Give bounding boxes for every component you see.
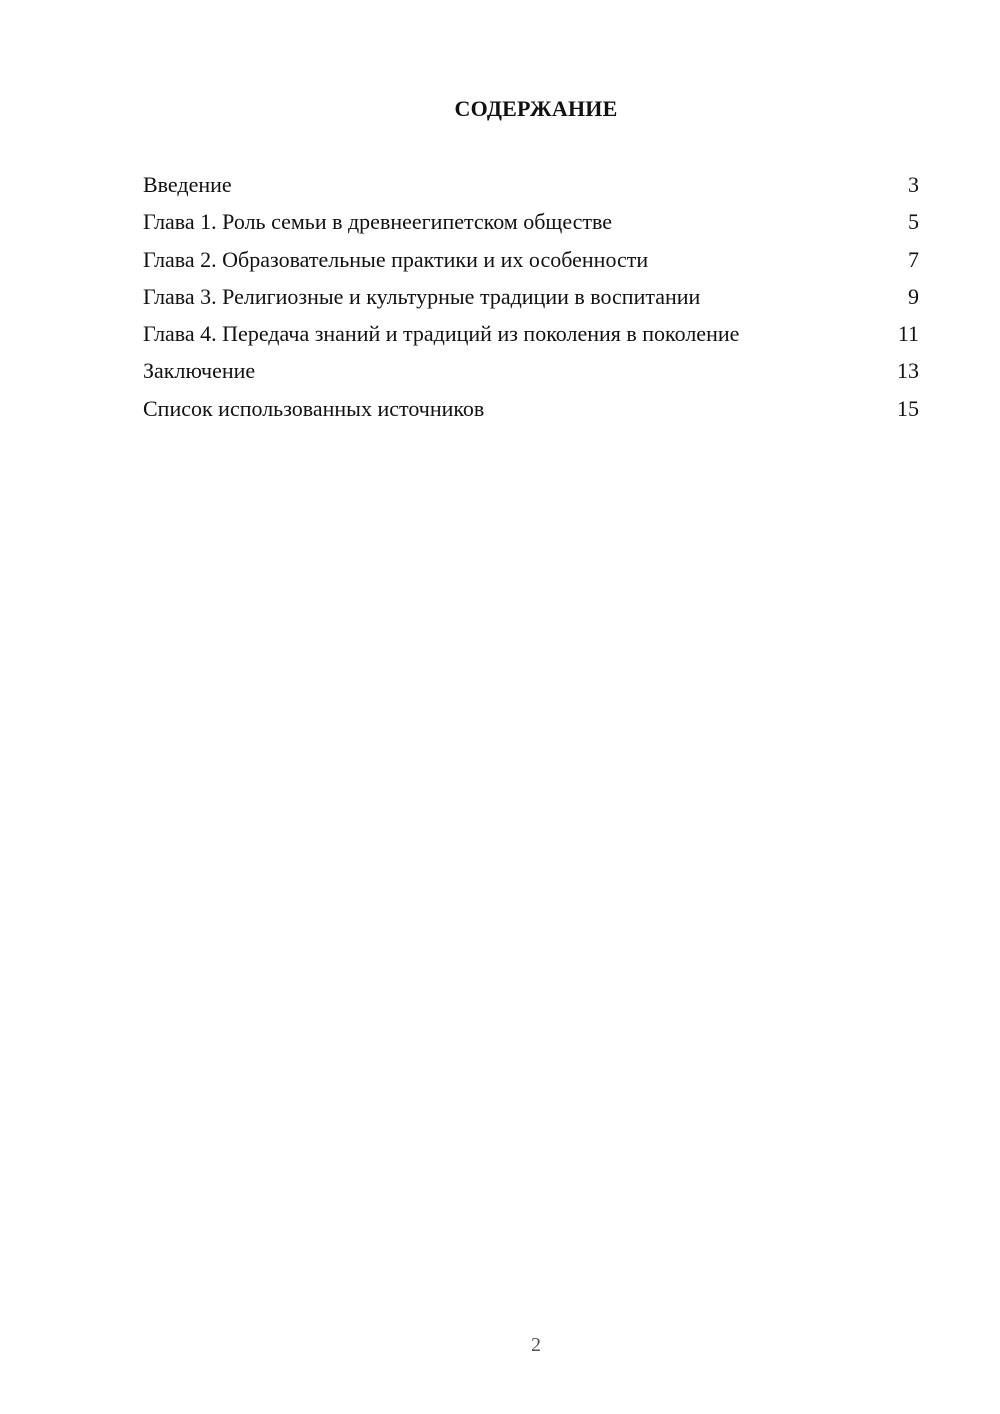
toc-entry-page: 3 xyxy=(908,172,919,197)
toc-entry-introduction xyxy=(143,168,919,205)
toc-entry-label: Глава 1. Роль семьи в древнеегипетском обществе xyxy=(143,209,613,235)
toc-entry-chapter-3 xyxy=(143,280,919,317)
toc-entry-label: Список использованных источников xyxy=(143,395,485,421)
page-title: СОДЕРЖАНИЕ xyxy=(454,96,618,121)
toc-entry-page: 11 xyxy=(897,321,919,347)
toc-entry-chapter-1 xyxy=(143,205,919,242)
toc-entry-label: Введение xyxy=(143,172,232,197)
toc-entry-label: Заключение xyxy=(143,358,256,384)
table-of-contents xyxy=(143,168,919,429)
toc-entry-chapter-2 xyxy=(143,243,919,280)
toc-entry-label: Глава 3. Религиозные и культурные традиции в воспитании xyxy=(143,283,701,309)
toc-entry-label: Глава 2. Образовательные практики и их особенности xyxy=(143,246,649,272)
toc-entry-page: 7 xyxy=(908,246,919,272)
toc-entry-conclusion xyxy=(143,354,919,391)
toc-entry-page: 5 xyxy=(908,209,919,235)
toc-entry-chapter-4 xyxy=(143,317,919,354)
toc-entry-references xyxy=(143,392,919,429)
toc-entry-page: 15 xyxy=(897,395,919,421)
toc-entry-page: 13 xyxy=(897,358,919,384)
toc-entry-label: Глава 4. Передача знаний и традиций из поколения в поколение xyxy=(143,321,740,347)
toc-entry-page: 9 xyxy=(908,283,919,309)
page-number: 2 xyxy=(531,1334,541,1356)
